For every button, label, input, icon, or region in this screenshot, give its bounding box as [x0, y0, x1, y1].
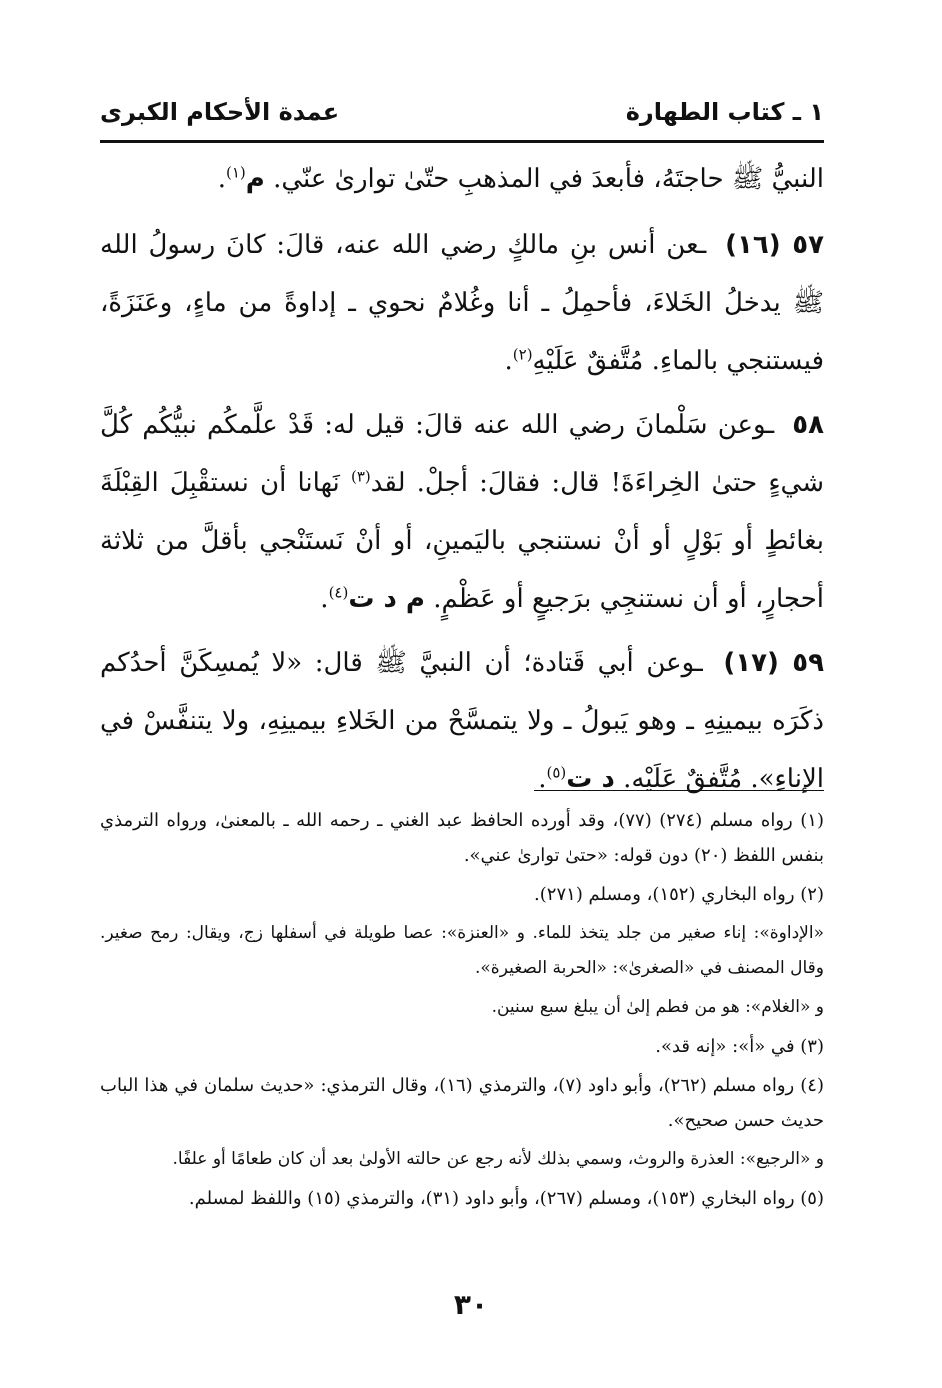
hadith-number: ٥٩ (١٧)	[723, 648, 825, 678]
hadith-number: ٥٧ (١٦)	[725, 230, 825, 260]
hadith-end: .	[217, 164, 226, 194]
footnote-ref[interactable]: (٢)	[512, 345, 533, 364]
hadith-text-continued: نَهانا أن نستقْبِلَ القِبْلَةَ بغائطٍ أو بَوْلٍ أو أنْ نستنجي باليَمينِ، أو أنْ نَستَنْجي بأقلَّ من ثلاثة أحجارٍ، أو أن نستنجِي برَجيعٍ أو عَظْمٍ.	[100, 468, 824, 614]
footnote: (١) رواه مسلم (٢٧٤) (٧٧)، وقد أورده الحافظ عبد الغني ـ رحمه الله ـ بالمعنىٰ، ورواه الترمذي بنفس اللفظ (٢٠) دون قوله: «حتىٰ توارىٰ عني».	[100, 810, 824, 866]
book-title: عمدة الأحكام الكبرى	[100, 98, 340, 126]
hadith-paragraph	[100, 396, 824, 628]
header-divider	[100, 140, 824, 143]
footnote: (٥) رواه البخاري (١٥٣)، ومسلم (٢٦٧)، وأبو داود (٣١)، والترمذي (١٥) واللفظ لمسلم.	[188, 1188, 824, 1209]
footnote-ref[interactable]: (٥)	[546, 763, 567, 782]
chapter-title: ١ ـ كتاب الطهارة	[625, 98, 824, 126]
hadith-text: ـعن أنس بنِ مالكٍ رضي الله عنه، قالَ: كانَ رسولُ الله ﷺ يدخلُ الخَلاءَ، فأحمِلُ ـ أنا وغُلامٌ نحوي ـ إداوةً من ماءٍ، وعَنَزَةً، فيستنجي بالماءِ. مُتَّفقٌ عَلَيْهِ	[100, 230, 824, 376]
footnotes	[100, 803, 824, 1220]
footnote: (٣) في «أ»: «إنه قد».	[655, 1036, 824, 1057]
footnote: (٢) رواه البخاري (١٥٢)، ومسلم (٢٧١).	[534, 884, 824, 905]
running-header	[100, 88, 824, 138]
hadith-source: م	[245, 164, 265, 194]
hadith-text: ـوعن أبي قَتادة؛ أن النبيَّ ﷺ قال: «لا يُمسِكَنَّ أحدُكم ذكَرَه بيمينِهِ ـ وهو يَبولُ ـ ولا يتمسَّحْ من الخَلاءِ بيمينِهِ، ولا يتنفَّسْ في الإناءِ». مُتَّفقٌ عَلَيْه.	[100, 648, 824, 794]
footnote-gloss: و «الغلام»: هو من فطم إلىٰ أن يبلغ سبع سنين.	[491, 997, 824, 1017]
hadith-source: د ت	[566, 764, 615, 794]
page-number: ٣٠	[453, 1288, 489, 1321]
footnote-ref[interactable]: (٤)	[328, 583, 349, 602]
hadith-paragraph	[100, 216, 824, 390]
hadith-text: ـوعن سَلْمانَ رضي الله عنه قالَ: قيل له: قَدْ علَّمكُم نبيُّكُم كُلَّ شيءٍ حتىٰ الخِراءَةَ! قال: فقالَ: أجلْ. لقد	[100, 410, 825, 498]
hadith-paragraph	[100, 150, 824, 208]
hadith-number: ٥٨	[792, 410, 824, 440]
hadith-end: .	[320, 584, 329, 614]
hadith-text: النبيُّ ﷺ حاجتَهُ، فأبعدَ في المذهبِ حتّىٰ توارىٰ عنّي.	[273, 164, 824, 194]
main-text	[100, 150, 824, 814]
hadith-source: م د ت	[348, 584, 425, 614]
hadith-paragraph	[100, 634, 824, 808]
footnote-ref[interactable]: (٣)	[350, 467, 371, 486]
hadith-end: .	[538, 764, 547, 794]
footnote-ref[interactable]: (١)	[225, 163, 246, 182]
hadith-end: .	[504, 346, 513, 376]
footnote-gloss: «الإداوة»: إناء صغير من جلد يتخذ للماء. و «العنزة»: عصا طويلة في أسفلها زج، ويقال: رمح صغير. وقال المصنف في «الصغرىٰ»: «الحربة الصغيرة».	[100, 923, 824, 978]
footnote-divider	[534, 790, 824, 791]
footnote-gloss: و «الرجيع»: العذرة والروث، وسمي بذلك لأنه رجع عن حالته الأولىٰ بعد أن كان طعامًا أو علفًا.	[172, 1149, 824, 1169]
footnote: (٤) رواه مسلم (٢٦٢)، وأبو داود (٧)، والترمذي (١٦)، وقال الترمذي: «حديث سلمان في هذا الباب حديث حسن صحيح».	[100, 1075, 824, 1131]
